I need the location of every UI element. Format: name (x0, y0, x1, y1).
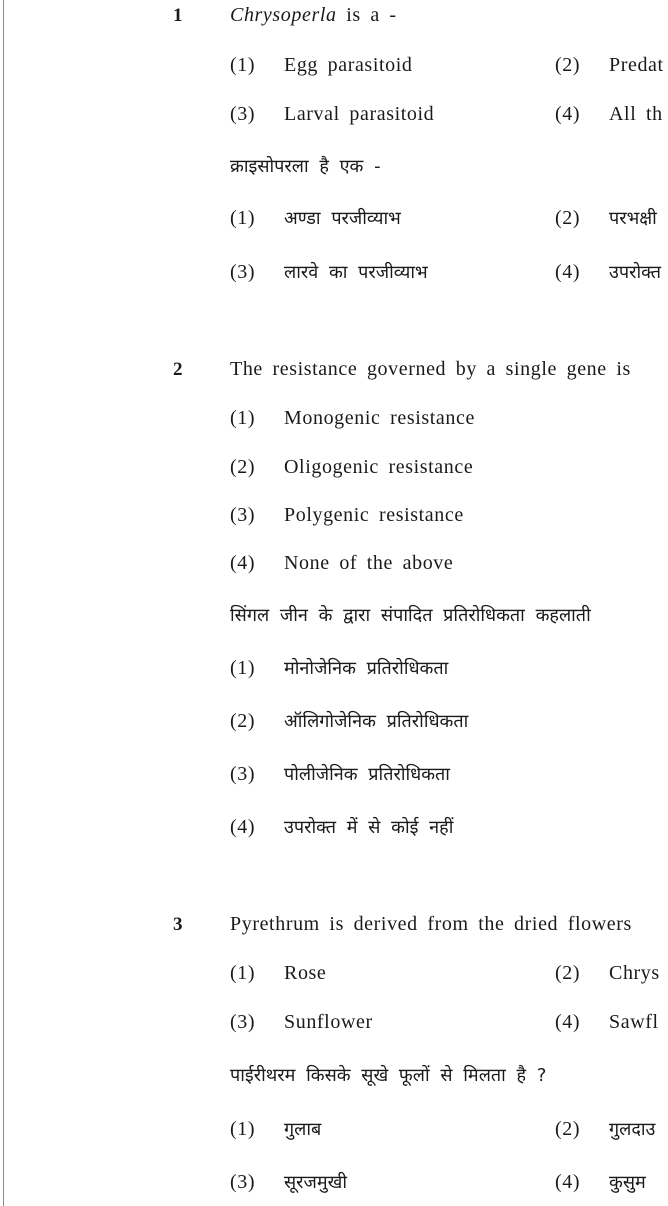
option-text: Egg parasitoid (284, 54, 413, 76)
option-en-2[interactable] (555, 54, 664, 77)
option-number: (3) (230, 763, 256, 785)
question-stem-hindi: क्राइसोपरला है एक - (230, 156, 381, 177)
option-number: (4) (555, 1011, 581, 1033)
option-number: (3) (230, 504, 256, 526)
option-hi-1[interactable] (230, 206, 401, 230)
option-number: (2) (555, 962, 581, 984)
option-number: (3) (230, 1171, 256, 1193)
option-number: (3) (230, 1011, 256, 1033)
question-stem-hindi: पाईरीथरम किसके सूखे फूलों से मिलता है ? (230, 1065, 547, 1086)
option-text: Sunflower (284, 1011, 373, 1033)
question-stem-rest: is a - (336, 4, 397, 26)
option-text: ऑलिगोजेनिक प्रतिरोधिकता (284, 711, 469, 732)
option-text: Larval parasitoid (284, 103, 435, 125)
option-en-3[interactable] (230, 103, 434, 126)
option-text: मोनोजेनिक प्रतिरोधिकता (284, 658, 449, 679)
option-text: अण्डा परजीव्याभ (284, 208, 401, 229)
option-en-1[interactable] (230, 54, 412, 77)
option-text: गुलाब (284, 1119, 322, 1140)
option-en-2[interactable] (230, 456, 473, 479)
option-number: (1) (230, 207, 256, 229)
option-text: Oligogenic resistance (284, 456, 474, 478)
question-stem-english: Pyrethrum is derived from the dried flowers (230, 913, 632, 935)
option-hi-4[interactable] (555, 260, 661, 284)
option-en-1[interactable] (230, 407, 475, 430)
question-stem-english: The resistance governed by a single gene is (230, 358, 631, 380)
option-text: उपरोक्त में से कोई नहीं (284, 817, 454, 838)
option-text: उपरोक्त (609, 262, 662, 283)
option-en-4[interactable] (555, 103, 663, 126)
option-hi-2[interactable] (230, 709, 468, 733)
option-number: (1) (230, 962, 256, 984)
option-text: Monogenic resistance (284, 407, 475, 429)
option-text: Polygenic resistance (284, 504, 464, 526)
option-text: None of the above (284, 552, 454, 574)
option-text: परभक्षी (609, 208, 657, 229)
option-text: Sawfl (609, 1011, 659, 1033)
question-stem-english (230, 4, 397, 27)
option-number: (1) (230, 1118, 256, 1140)
option-number: (1) (230, 54, 256, 76)
option-number: (4) (555, 103, 581, 125)
option-hi-2[interactable] (555, 1117, 655, 1141)
option-text: लारवे का परजीव्याभ (284, 262, 428, 283)
option-en-4[interactable] (230, 552, 453, 575)
option-text: सूरजमुखी (284, 1172, 348, 1193)
option-hi-3[interactable] (230, 260, 428, 284)
option-en-1[interactable] (230, 962, 326, 985)
option-number: (2) (555, 1118, 581, 1140)
question-stem-hindi: सिंगल जीन के द्वारा संपादित प्रतिरोधिकता कहलाती (230, 605, 591, 626)
option-hi-3[interactable] (230, 1170, 347, 1194)
option-en-4[interactable] (555, 1011, 659, 1034)
option-text: कुसुम (609, 1172, 646, 1193)
option-number: (4) (230, 816, 256, 838)
option-number: (4) (555, 1171, 581, 1193)
question-term-italic: Chrysoperla (230, 4, 337, 26)
option-number: (3) (230, 261, 256, 283)
option-text: पोलीजेनिक प्रतिरोधिकता (284, 764, 450, 785)
option-number: (4) (555, 261, 581, 283)
page-left-border (3, 0, 4, 1206)
option-hi-4[interactable] (230, 815, 453, 839)
question-number: 3 (173, 914, 183, 935)
question-number: 1 (173, 5, 183, 26)
option-text: All th (609, 103, 663, 125)
option-number: (1) (230, 657, 256, 679)
option-en-3[interactable] (230, 504, 464, 527)
option-hi-2[interactable] (555, 206, 657, 230)
option-number: (2) (555, 207, 581, 229)
option-number: (1) (230, 407, 256, 429)
option-text: गुलदाउ (609, 1119, 656, 1140)
option-hi-1[interactable] (230, 656, 448, 680)
option-number: (4) (230, 552, 256, 574)
option-hi-4[interactable] (555, 1170, 646, 1194)
option-en-2[interactable] (555, 962, 660, 985)
option-text: Predat (609, 54, 664, 76)
option-en-3[interactable] (230, 1011, 373, 1034)
option-number: (2) (230, 710, 256, 732)
option-text: Chrys (609, 962, 660, 984)
option-number: (3) (230, 103, 256, 125)
option-text: Rose (284, 962, 327, 984)
option-number: (2) (230, 456, 256, 478)
option-hi-3[interactable] (230, 762, 450, 786)
question-number: 2 (173, 359, 183, 380)
option-number: (2) (555, 54, 581, 76)
option-hi-1[interactable] (230, 1117, 321, 1141)
